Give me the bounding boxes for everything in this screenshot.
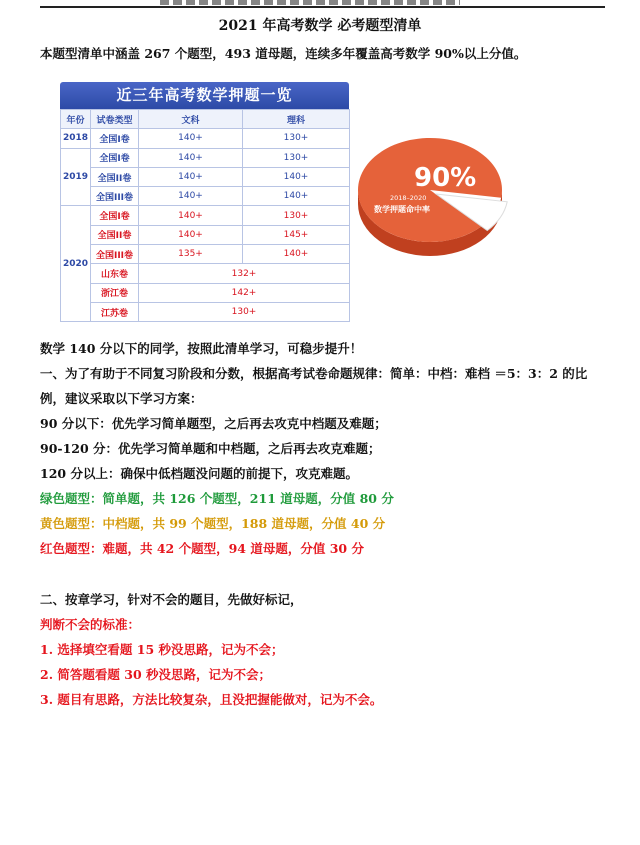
- header-liberal-arts: 文科: [139, 110, 243, 129]
- line-green-type: 绿色题型：简单题，共 126 个题型，211 道母题，分值 80 分: [40, 491, 394, 506]
- table-row: [61, 148, 350, 167]
- score-cell-science: 140+: [243, 167, 350, 186]
- table-banner: 近三年高考数学押题一览: [60, 82, 349, 109]
- paper-type-cell: 江苏卷: [91, 302, 139, 321]
- line-criteria-1: 1. 选择填空看题 15 秒没思路，记为不会；: [40, 642, 284, 657]
- score-cell-liberal-arts: 135+: [139, 245, 243, 264]
- table-row: [61, 283, 350, 302]
- line-red-type: 红色题型：难题，共 42 个题型，94 道母题，分值 30 分: [40, 541, 364, 556]
- header-year: 年份: [61, 110, 91, 129]
- paper-type-cell: 全国II卷: [91, 225, 139, 244]
- pie-years-label: 2018–2020: [390, 194, 427, 202]
- paper-type-cell: 全国I卷: [91, 148, 139, 167]
- paper-type-cell: 全国I卷: [91, 206, 139, 225]
- line-encourage: 数学 140 分以下的同学，按照此清单学习，可稳步提升！: [40, 341, 363, 356]
- score-cell-liberal-arts: 140+: [139, 225, 243, 244]
- pie-caption: 数学押题命中率: [374, 205, 430, 214]
- paper-type-cell: 全国II卷: [91, 167, 139, 186]
- table-row: [61, 167, 350, 186]
- header-paper-type: 试卷类型: [91, 110, 139, 129]
- line-criteria-3: 3. 题目有思路，方法比较复杂，且没把握能做对，记为不会。: [40, 692, 383, 707]
- hit-rate-pie: [352, 128, 512, 268]
- score-cell-liberal-arts: 140+: [139, 206, 243, 225]
- paper-type-cell: 山东卷: [91, 264, 139, 283]
- table-row: [61, 206, 350, 225]
- year-cell: 2018: [61, 129, 91, 148]
- line-under-90: 90 分以下：优先学习简单题型，之后再去攻克中档题及难题；: [40, 416, 387, 431]
- score-cell-merged: 142+: [139, 283, 350, 302]
- header-rule: [40, 6, 605, 8]
- table-row: [61, 225, 350, 244]
- score-cell-science: 130+: [243, 129, 350, 148]
- document-title: 2021 年高考数学 必考题型清单: [218, 18, 422, 34]
- score-cell-science: 130+: [243, 206, 350, 225]
- paper-type-cell: 浙江卷: [91, 283, 139, 302]
- prediction-grid: [60, 109, 350, 322]
- line-criteria-title: 判断不会的标准：: [40, 617, 141, 632]
- intro-paragraph: 本题型清单中涵盖 267 个题型，493 道母题，连续多年覆盖高考数学 90%以上分值。: [40, 46, 527, 61]
- exam-prediction-table: [60, 82, 349, 317]
- score-cell-science: 140+: [243, 187, 350, 206]
- score-cell-merged: 130+: [139, 302, 350, 321]
- score-cell-liberal-arts: 140+: [139, 148, 243, 167]
- paper-type-cell: 全国I卷: [91, 129, 139, 148]
- score-cell-liberal-arts: 140+: [139, 187, 243, 206]
- line-yellow-type: 黄色题型：中档题，共 99 个题型，188 道母题，分值 40 分: [40, 516, 386, 531]
- score-cell-liberal-arts: 140+: [139, 129, 243, 148]
- line-90-120: 90-120 分：优先学习简单题和中档题，之后再去攻克难题；: [40, 441, 381, 456]
- table-row: [61, 264, 350, 283]
- line-section-two: 二、按章学习，针对不会的题目，先做好标记，: [40, 592, 303, 607]
- top-cut-text: [160, 0, 460, 5]
- table-row: [61, 302, 350, 321]
- score-cell-science: 140+: [243, 245, 350, 264]
- paper-type-cell: 全国III卷: [91, 245, 139, 264]
- score-cell-science: 145+: [243, 225, 350, 244]
- table-row: [61, 245, 350, 264]
- score-cell-merged: 132+: [139, 264, 350, 283]
- paper-type-cell: 全国III卷: [91, 187, 139, 206]
- line-section-one-cont: 例，建议采取以下学习方案：: [40, 391, 203, 406]
- year-cell: 2020: [61, 206, 91, 322]
- pie-percent-label: 90%: [414, 163, 477, 193]
- line-above-120: 120 分以上：确保中低档题没问题的前提下，攻克难题。: [40, 466, 358, 481]
- year-cell: 2019: [61, 148, 91, 206]
- line-criteria-2: 2. 简答题看题 30 秒没思路，记为不会；: [40, 667, 272, 682]
- header-science: 理科: [243, 110, 350, 129]
- line-section-one: 一、为了有助于不同复习阶段和分数，根据高考试卷命题规律：简单：中档：难档 ＝5：3：2 的比: [40, 366, 588, 381]
- table-row: [61, 129, 350, 148]
- score-cell-science: 130+: [243, 148, 350, 167]
- score-cell-liberal-arts: 140+: [139, 167, 243, 186]
- table-row: [61, 187, 350, 206]
